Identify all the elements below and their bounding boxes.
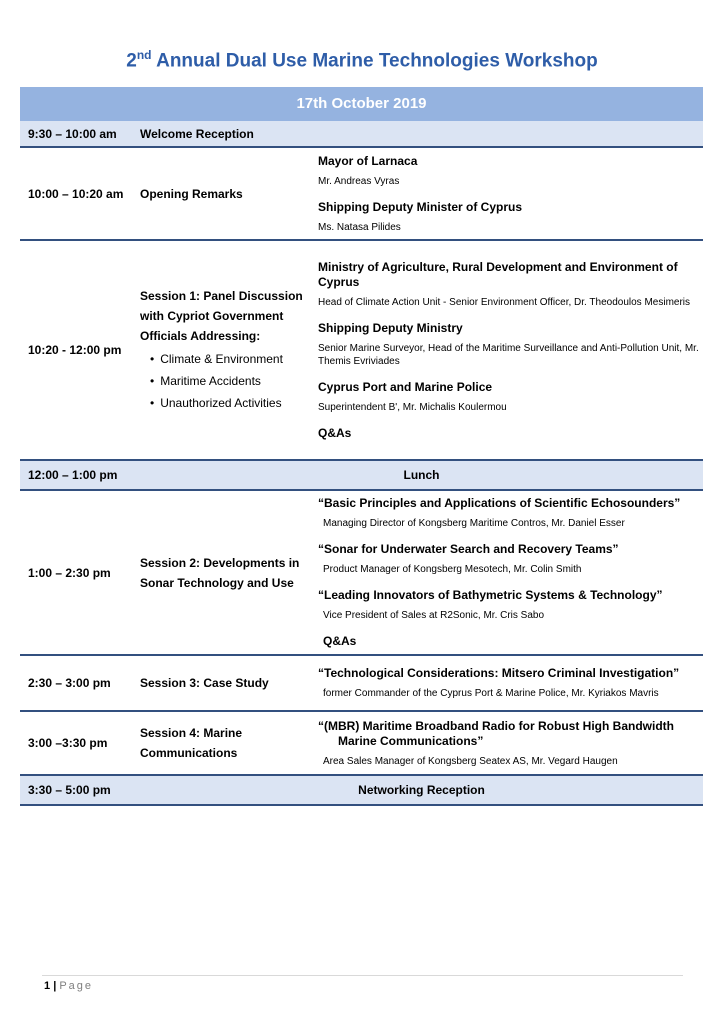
agenda-row-session-1 [20,241,703,461]
time-cell: 10:20 - 12:00 pm [28,343,122,357]
session-cell [140,723,318,763]
qa-label: Q&As [323,634,357,648]
speaker-role: Managing Director of Kongsberg Maritime Contros, Mr. Daniel Esser [323,518,625,529]
agenda-row-session-4 [20,712,703,776]
speaker-org: Shipping Deputy Ministry [318,320,463,335]
topic-item: • Maritime Accidents [150,370,318,392]
session-cell: Welcome Reception [140,126,254,141]
session-title-line: Session 2: Developments in [140,555,300,570]
speaker-role: Superintendent B', Mr. Michalis Koulermou [318,401,507,413]
qa-label: Q&As [318,425,352,440]
time-cell: 3:00 –3:30 pm [28,736,108,750]
speaker-role: Senior Marine Surveyor, Head of the Maritime Surveillance and Anti-Pollution Unit, Mr. Themis Evriviades [318,342,699,367]
detail-cell [318,666,703,700]
page-footer [44,980,93,992]
time-cell: 9:30 – 10:00 am [28,126,117,141]
speaker-org: Cyprus Port and Marine Police [318,379,493,394]
session-title-line: Communications [140,746,238,760]
time-cell: 2:30 – 3:00 pm [28,676,111,690]
speaker-role: Product Manager of Kongsberg Mesotech, Mr. Colin Smith [323,564,582,575]
speaker-org: Mayor of Larnaca [318,153,418,168]
session-cell: Opening Remarks [140,186,243,201]
talk-title: “Leading Innovators of Bathymetric Systems & Technology” [318,588,663,602]
speaker-role: Area Sales Manager of Kongsberg Seatex AS, Mr. Vegard Haugen [323,755,618,767]
speaker-role: Head of Climate Action Unit - Senior Environment Officer, Dr. Theodoulos Mesimeris [318,296,691,308]
topic-item: • Climate & Environment [150,348,318,370]
agenda-row-session-3 [20,656,703,712]
break-label: Lunch [403,468,440,482]
session-title-line: with Cypriot Government [140,309,284,323]
detail-cell [318,260,703,441]
footer-divider [42,975,683,976]
break-label: Networking Reception [358,783,485,797]
agenda-row-welcome [20,121,703,148]
session-cell: Session 3: Case Study [140,676,269,690]
session-title-line: Officials Addressing: [140,329,261,343]
agenda-row-opening [20,148,703,241]
speaker-org: Shipping Deputy Minister of Cyprus [318,199,523,214]
agenda-table [20,87,703,806]
speaker-name: Mr. Andreas Vyras [318,175,400,187]
speaker-name: Ms. Natasa Pilides [318,221,401,233]
page-label: Page [59,980,94,992]
date-header: 17th October 2019 [20,87,703,121]
detail-cell [318,154,703,234]
talk-title: Marine Communications” [338,733,484,748]
footer-separator: | [53,980,57,992]
page-number: 1 [44,980,51,992]
detail-cell [318,719,703,768]
time-cell: 10:00 – 10:20 am [28,186,124,201]
title-ordinal-suffix: nd [136,48,152,62]
talk-title: “(MBR) Maritime Broadband Radio for Robust High Bandwidth [318,718,674,733]
topic-list [140,348,318,414]
session-title-line: Session 1: Panel Discussion [140,289,303,303]
talk-title: “Basic Principles and Applications of Scientific Echosounders” [318,496,681,510]
title-text: Annual Dual Use Marine Technologies Workshop [156,50,598,72]
agenda-row-lunch [20,461,703,491]
time-cell: 3:30 – 5:00 pm [28,783,111,797]
title-ordinal: 2 [126,50,137,72]
session-title-line: Sonar Technology and Use [140,575,294,590]
time-cell: 1:00 – 2:30 pm [28,565,111,580]
time-cell: 12:00 – 1:00 pm [28,468,118,482]
speaker-org: Ministry of Agriculture, Rural Development and Environment of Cyprus [318,259,678,289]
agenda-row-session-2 [20,491,703,656]
session-cell [140,286,318,414]
page-title [0,48,724,72]
talk-title: “Sonar for Underwater Search and Recovery Teams” [318,542,619,556]
speaker-role: Vice President of Sales at R2Sonic, Mr. Cris Sabo [323,610,545,621]
detail-cell [318,496,703,649]
speaker-role: former Commander of the Cyprus Port & Marine Police, Mr. Kyriakos Mavris [323,688,659,699]
talk-title: “Technological Considerations: Mitsero Criminal Investigation” [318,666,680,680]
agenda-row-networking [20,776,703,806]
topic-item: • Unauthorized Activities [150,392,318,414]
session-cell [140,553,318,593]
session-title-line: Session 4: Marine [140,726,243,740]
